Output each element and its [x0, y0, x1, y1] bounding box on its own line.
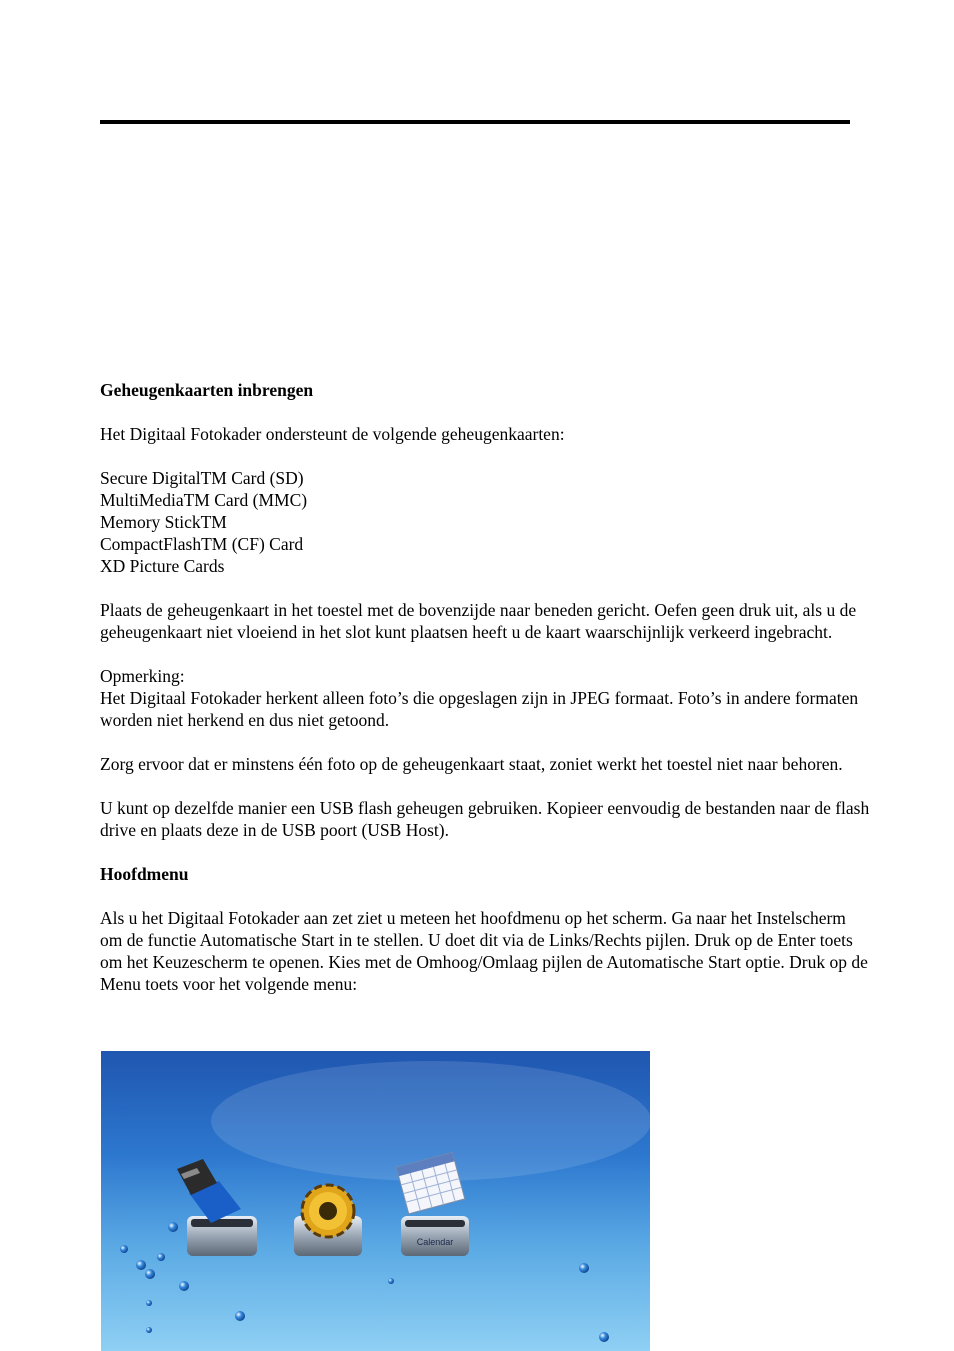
- note-block: [100, 665, 870, 731]
- insert-paragraph: Plaats de geheugenkaart in het toestel met de bovenzijde naar beneden gericht. Oefen geen druk uit, als u de geheugenkaart niet vloeiend in het slot kunt plaatsen heeft u de kaart waarschijnlijk verkeerd ingebracht.: [100, 600, 857, 642]
- photo-paragraph: Zorg ervoor dat er minstens één foto op de geheugenkaart staat, zoniet werkt het toestel niet naar behoren.: [100, 754, 843, 774]
- calendar-label: Calendar: [416, 1237, 454, 1247]
- card-list-item: XD Picture Cards: [100, 556, 225, 576]
- note-label: Opmerking:: [100, 666, 185, 686]
- intro-paragraph: Het Digitaal Fotokader ondersteunt de volgende geheugenkaarten:: [100, 424, 565, 444]
- usb-paragraph: U kunt op dezelfde manier een USB flash geheugen gebruiken. Kopieer eenvoudig de bestanden naar de flash drive en plaats deze in de USB poort (USB Host).: [100, 798, 870, 840]
- screenshot-graphic: [101, 1051, 650, 1351]
- card-list-item: Memory StickTM: [100, 512, 227, 532]
- top-rule: [100, 120, 850, 124]
- usb-drive-icon[interactable]: [177, 1159, 257, 1256]
- document-body: [100, 379, 870, 1017]
- gear-icon[interactable]: [294, 1185, 362, 1256]
- card-list: [100, 467, 870, 577]
- heading-main-menu: Hoofdmenu: [100, 864, 189, 884]
- card-list-item: MultiMediaTM Card (MMC): [100, 490, 308, 510]
- heading-memory-cards: Geheugenkaarten inbrengen: [100, 380, 314, 400]
- menu-paragraph: Als u het Digitaal Fotokader aan zet ziet u meteen het hoofdmenu op het scherm. Ga naar het Instelscherm om de functie Automatische Start in te stellen. U doet dit via de Links/Rechts pijlen. Druk op de Enter toets om het Keuzescherm te openen. Kies met de Omhoog/Omlaag pijlen de Automatische Start optie. Druk op de Menu toets voor het volgende menu:: [100, 908, 868, 994]
- main-menu-screenshot: [101, 1051, 650, 1351]
- card-list-item: Secure DigitalTM Card (SD): [100, 468, 304, 488]
- card-list-item: CompactFlashTM (CF) Card: [100, 534, 304, 554]
- note-text: Het Digitaal Fotokader herkent alleen foto’s die opgeslagen zijn in JPEG formaat. Foto’s in andere formaten worden niet herkend en dus niet getoond.: [100, 688, 859, 730]
